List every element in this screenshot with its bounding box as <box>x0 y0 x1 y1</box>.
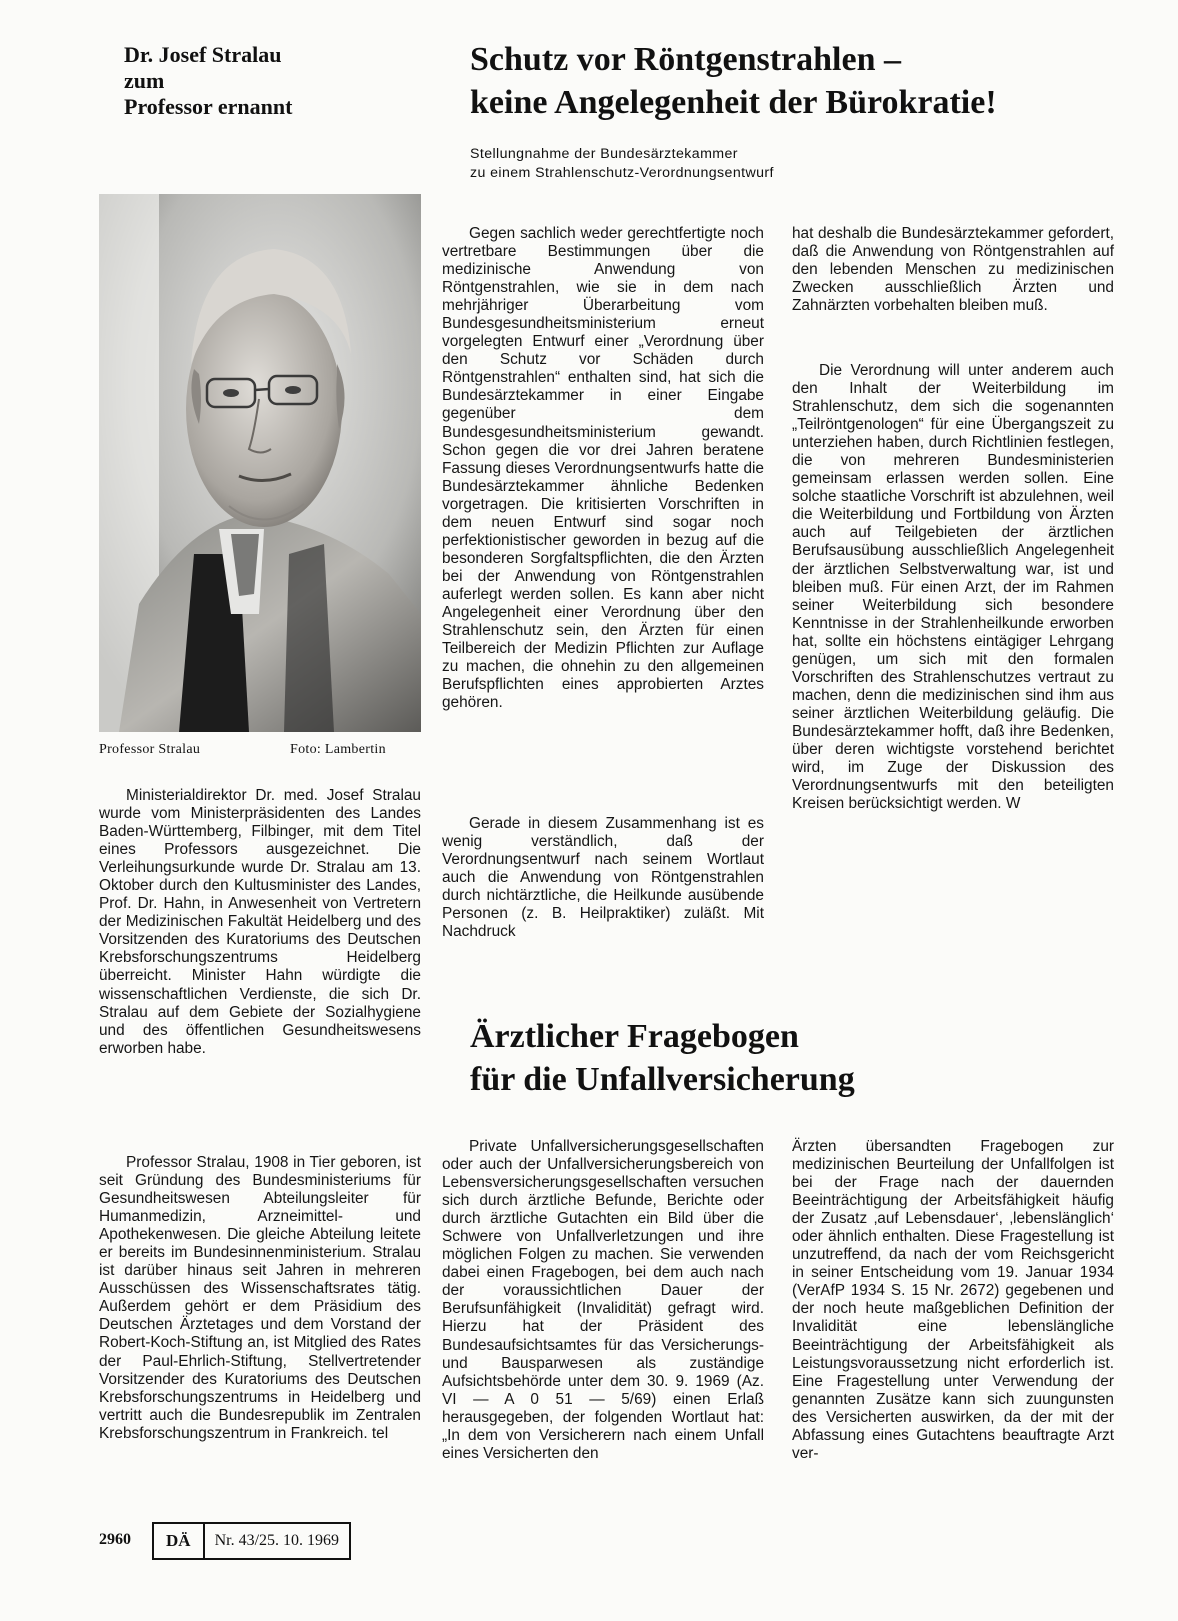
issue-info: Nr. 43/25. 10. 1969 <box>214 1532 340 1549</box>
photo-credit: Foto: Lambertin <box>290 742 386 757</box>
photo-caption: Professor Stralau <box>99 742 201 757</box>
article2-col3-paragraph: Ärzten übersandten Fragebogen zur medizinischen Beurteilung der Unfallfolgen ist bei der Frage nach der dauernden Beeinträchtigung der Arbeitsfähigkeit häufig der Zusatz ‚auf Lebensdauer‘, ‚lebenslänglich‘ oder ähnlich enthalten. Diese Fragestellung ist unzutreffend, da nach der vom Reichsgericht in seiner Entscheidung vom 19. Januar 1934 (VerAfP 1934 S. 15 Nr. 2672) gegebenen und der noch heute maßgeblichen Definition der Invalidität eine lebenslängliche Beeinträchtigung der Arbeitsfähigkeit als Leistungsvoraussetzung nicht erforderlich ist. Eine Fragestellung unter Verwendung der genannten Zusätze kann sich zuungunsten des Versicherten auswirken, da der mit der Abfassung eines Gutachtens beauftragte Arzt ver- <box>792 1138 1114 1462</box>
article1-col2-paragraph-1: Gegen sachlich weder gerechtfertigte noch vertretbare Bestimmungen über die medizinische Anwendung von Röntgenstrahlen, wie sie in dem nach mehrjähriger Überarbeitung vom Bundesgesundheitsministerium erneut vorgelegten Entwurf einer „Verordnung über den Schutz vor Schäden durch Röntgenstrahlen“ enthalten sind, hat sich die Bundesärztekammer in einer Eingabe gegenüber dem Bundesgesundheitsministerium gewandt. Schon gegen die vor drei Jahren beratene Fassung dieses Verordnungsentwurfs hatte die Bundesärztekammer ähnliche Bedenken vorgetragen. Die kritisierten Vorschriften in dem neuen Entwurf sind sogar noch perfektionistischer geworden in bezug auf die besonderen Sorgfaltspflichten, die den Ärzten bei der Anwendung von Röntgenstrahlen auferlegt werden sollen. Es kann aber nicht Angelegenheit einer Verordnung über den Strahlenschutz sein, den Ärzten für einen Teilbereich der Medizin Pflichten zur Auflage zu machen, die ohnehin zu den allgemeinen Berufspflichten eines approbierten Arztes gehören. <box>442 225 764 712</box>
article1-col2-paragraph-2: Gerade in diesem Zusammenhang ist es wenig verständlich, daß der Verordnungsentwurf nach seinem Wortlaut auch die Anwendung von Röntgenstrahlen durch nichtärztliche, die Heilkunde ausübende Personen (z. B. Heilpraktiker) zuläßt. Mit Nachdruck <box>442 815 764 941</box>
article-title: Schutz vor Röntgenstrahlen – keine Angelegenheit der Bürokratie! <box>470 41 997 121</box>
left-article-title: Dr. Josef Stralau zum Professor ernannt <box>124 42 293 119</box>
journal-footer <box>152 1522 351 1560</box>
left-article-paragraph-2: Professor Stralau, 1908 in Tier geboren, ist seit Gründung des Bundesministeriums für Gesundheitswesen Abteilungsleiter für Humanmedizin, Arzneimittel- und Apothekenwesen. Die gleiche Abteilung leitete er bereits im Bundesinnenministerium. Stralau ist darüber hinaus seit Jahren in mehreren Ausschüssen des Wissenschaftsrates tätig. Außerdem gehört er dem Präsidium des Deutschen Ärztetages und dem Vorstand der Robert-Koch-Stiftung an, ist Mitglied des Rates der Paul-Ehrlich-Stiftung, Stellvertretender Vorsitzender des Kuratoriums des Deutschen Krebsforschungszentrums in Heidelberg und vertritt auch die Bundesrepublik im Zentralen Krebsforschungszentrum in Frankreich. tel <box>99 1154 421 1442</box>
left-article-paragraph-1: Ministerialdirektor Dr. med. Josef Stralau wurde vom Ministerpräsidenten des Landes Baden-Württemberg, Filbinger, mit dem Titel eines Professors ausgezeichnet. Die Verleihungsurkunde wurde Dr. Stralau am 13. Oktober durch den Kultusminister des Landes, Prof. Dr. Hahn, in Anwesenheit von Vertretern der Medizinischen Fakultät Heidelberg und des Vorsitzenden des Kuratoriums des Deutschen Krebsforschungszentrums Heidelberg überreicht. Minister Hahn würdigte die wissenschaftlichen Verdienste, die sich Dr. Stralau auf dem Gebiete der Sozialhygiene und des öffentlichen Gesundheitswesens erworben habe. <box>99 787 421 1057</box>
article-subtitle: Stellungnahme der Bundesärztekammer zu einem Strahlenschutz-Verordnungsentwurf <box>470 146 774 181</box>
article2-title: Ärztlicher Fragebogen für die Unfallversicherung <box>470 1018 855 1098</box>
article1-col3-paragraph-1: hat deshalb die Bundesärztekammer gefordert, daß die Anwendung von Röntgenstrahlen auf den lebenden Menschen zu medizinischen Zwecken ausschließlich Ärzten und Zahnärzten vorbehalten bleiben muß. <box>792 225 1114 315</box>
article1-col3-paragraph-2: Die Verordnung will unter anderem auch den Inhalt der Weiterbildung im Strahlenschutz, dem sich die sogenannten „Teilröntgenologen“ für eine Übergangszeit zu unterziehen haben, durch Richtlinien festlegen, die von mehreren Bundesministerien gemeinsam erlassen werden sollen. Eine solche staatliche Vorschrift ist abzulehnen, weil die Weiterbildung und Fortbildung von Ärzten auch auf Teilgebieten der ärztlichen Berufsausübung ausschließlich Angelegenheit der ärztlichen Selbstverwaltung war, ist und bleiben muß. Für einen Arzt, der im Rahmen seiner Weiterbildung sich besondere Kenntnisse in der Strahlenheilkunde erworben hat, sollte ein höchstens eintägiger Lehrgang genügen, um sich mit den formalen Vorschriften des Strahlenschutzes vertraut zu machen, denn die medizinischen sind ihm aus seiner ärztlichen Weiterbildung geläufig. Die Bundesärztekammer hofft, daß ihre Bedenken, über deren wichtigste vorstehend berichtet wird, im Zuge der Diskussion des Verordnungsentwurfs mit den beteiligten Kreisen berücksichtigt werden. W <box>792 362 1114 813</box>
journal-logo: DÄ <box>154 1524 205 1558</box>
article2-col2-paragraph: Private Unfallversicherungsgesellschaften oder auch der Unfallversicherungsbereich von Lebensversicherungsgesellschaften versuchen sich durch ärztliche Befunde, Berichte oder durch ärztliche Gutachten ein Bild über die Schwere von Unfallverletzungen und ihre möglichen Folgen zu machen. Sie verwenden dabei einen Fragebogen, bei dem auch nach der voraussichtlichen Dauer der Berufsunfähigkeit (Invalidität) gefragt wird. Hierzu hat der Präsident des Bundesaufsichtsamtes für das Versicherungs- und Bausparwesen als zuständige Aufsichtsbehörde unter dem 30. 9. 1969 (Az. VI — A 0 51 — 5/69) einen Erlaß herausgegeben, der folgenden Wortlaut hat: „In dem von Versicherern nach einem Unfall eines Versicherten den <box>442 1138 764 1462</box>
portrait-photo <box>99 194 421 732</box>
page-number: 2960 <box>99 1531 131 1548</box>
